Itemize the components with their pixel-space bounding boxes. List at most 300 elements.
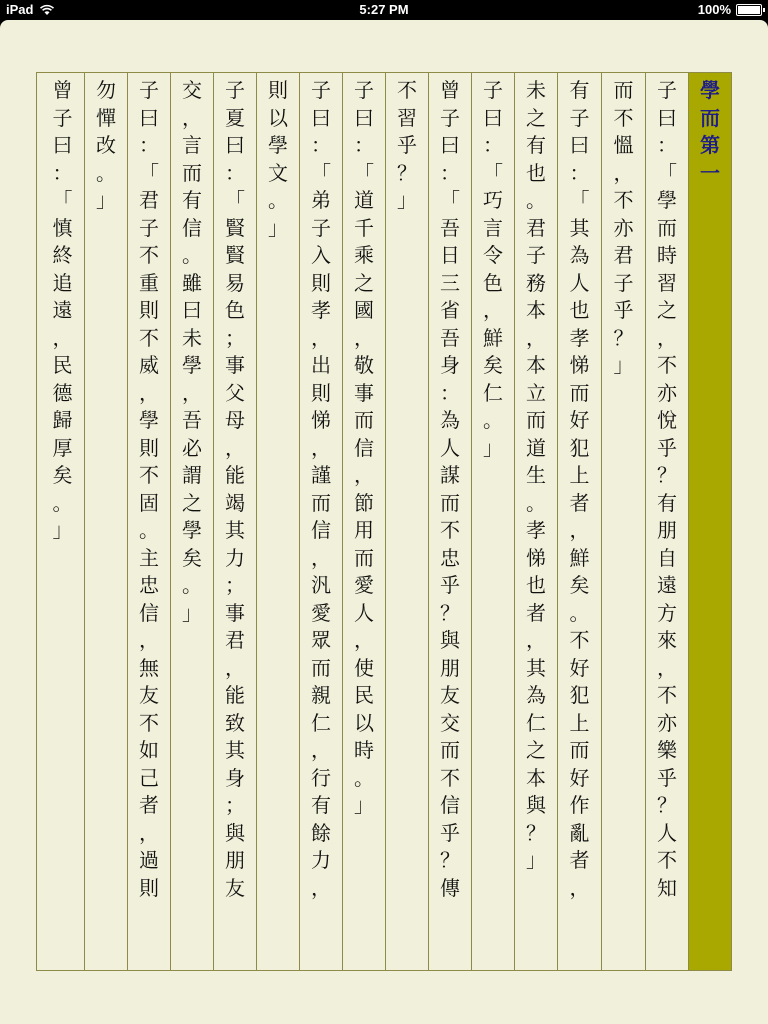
text-char: 乎 bbox=[613, 298, 634, 322]
text-char: 」 bbox=[354, 793, 374, 817]
text-char: 曰 bbox=[52, 133, 73, 157]
text-column bbox=[256, 73, 299, 970]
text-char: 生 bbox=[526, 463, 546, 487]
text-char: 曰 bbox=[354, 105, 374, 130]
text-char: 「 bbox=[311, 160, 331, 185]
text-char: 之 bbox=[182, 490, 202, 515]
text-char: 竭 bbox=[225, 490, 245, 515]
text-char: 色 bbox=[483, 270, 503, 295]
text-char: 矣 bbox=[182, 545, 202, 570]
text-char: 孝 bbox=[526, 518, 546, 542]
text-char: 則 bbox=[139, 875, 159, 900]
text-char: ， bbox=[225, 435, 245, 460]
text-column bbox=[645, 73, 688, 970]
text-char: 」 bbox=[526, 848, 546, 872]
text-char: 亦 bbox=[657, 710, 677, 735]
text-char: 傳 bbox=[440, 875, 460, 900]
text-char: 終 bbox=[52, 243, 73, 267]
text-char: 「 bbox=[483, 160, 503, 185]
text-char: 子 bbox=[526, 243, 546, 267]
text-char: 「 bbox=[225, 188, 245, 212]
text-char: 民 bbox=[354, 683, 374, 707]
text-char: 亦 bbox=[657, 380, 677, 405]
text-char: 曰 bbox=[225, 133, 245, 157]
text-char: 子 bbox=[569, 105, 590, 130]
text-char: 不 bbox=[139, 243, 159, 267]
text-char: 。 bbox=[483, 408, 503, 432]
text-char: ； bbox=[225, 793, 245, 817]
text-char: ， bbox=[139, 628, 159, 652]
text-char: 曰 bbox=[657, 105, 677, 130]
text-char: 犯 bbox=[569, 683, 590, 707]
text-char: 為 bbox=[526, 683, 546, 707]
text-char: 日 bbox=[440, 243, 460, 267]
text-char: 交 bbox=[440, 710, 460, 735]
text-char: 遠 bbox=[657, 573, 677, 597]
text-char: 國 bbox=[354, 298, 374, 322]
text-char: 而 bbox=[657, 215, 677, 240]
text-char: 學 bbox=[268, 133, 288, 157]
text-char: 曰 bbox=[139, 105, 159, 130]
text-char: 而 bbox=[354, 545, 374, 570]
text-char: 與 bbox=[440, 628, 460, 652]
text-char: 信 bbox=[440, 793, 460, 817]
text-char: 好 bbox=[569, 408, 590, 432]
text-char: 本 bbox=[526, 298, 546, 322]
text-char: 仁 bbox=[526, 710, 546, 735]
text-char: ： bbox=[440, 380, 460, 405]
text-char: 有 bbox=[311, 793, 331, 817]
text-char: 眾 bbox=[311, 628, 331, 652]
text-char: 者 bbox=[569, 490, 590, 515]
text-char: 自 bbox=[657, 545, 677, 570]
text-char: 上 bbox=[569, 463, 590, 487]
text-char: 者 bbox=[569, 848, 590, 872]
text-column bbox=[557, 73, 601, 970]
text-char: 君 bbox=[526, 215, 546, 240]
text-char: 之 bbox=[354, 270, 374, 295]
text-char: 賢 bbox=[225, 243, 245, 267]
text-char: 乎 bbox=[657, 435, 677, 460]
text-char: ， bbox=[182, 380, 202, 405]
text-char: 力 bbox=[225, 545, 245, 570]
text-char: 乎 bbox=[657, 765, 677, 790]
text-char: 「 bbox=[569, 188, 590, 212]
text-char: 吾 bbox=[182, 408, 202, 432]
text-char: 「 bbox=[139, 160, 159, 185]
text-char: 未 bbox=[182, 325, 202, 350]
text-char: ， bbox=[569, 518, 590, 542]
text-char: 有 bbox=[182, 188, 202, 212]
text-char: 也 bbox=[526, 573, 546, 597]
text-char: 。 bbox=[354, 765, 374, 790]
text-char: 餘 bbox=[311, 820, 331, 845]
text-char: 「 bbox=[354, 160, 374, 185]
text-char: 朋 bbox=[657, 518, 677, 542]
text-char: ： bbox=[440, 160, 460, 185]
text-char: 矣 bbox=[52, 463, 73, 487]
text-char: 者 bbox=[526, 600, 546, 625]
text-char: 悌 bbox=[311, 408, 331, 432]
text-char: 省 bbox=[440, 298, 460, 322]
text-char: 子 bbox=[139, 215, 159, 240]
text-char: 能 bbox=[225, 683, 245, 707]
text-char: 道 bbox=[526, 435, 546, 460]
text-char: 。 bbox=[268, 188, 288, 212]
text-char: 不 bbox=[657, 683, 677, 707]
chapter-title-char: 第 bbox=[700, 133, 720, 157]
text-char: 改 bbox=[96, 133, 116, 157]
text-char: 」 bbox=[182, 600, 202, 625]
text-char: 固 bbox=[139, 490, 159, 515]
text-column bbox=[41, 73, 84, 970]
text-char: 為 bbox=[440, 408, 460, 432]
chapter-title-char: 而 bbox=[700, 105, 720, 130]
text-char: 務 bbox=[526, 270, 546, 295]
text-char: 吾 bbox=[440, 215, 460, 240]
text-char: 乘 bbox=[354, 243, 374, 267]
text-char: 鮮 bbox=[569, 545, 590, 570]
text-char: 身 bbox=[440, 353, 460, 377]
text-char: 之 bbox=[526, 105, 546, 130]
text-char: 曾 bbox=[440, 78, 460, 102]
text-char: 不 bbox=[139, 463, 159, 487]
text-char: 學 bbox=[139, 408, 159, 432]
text-char: 朋 bbox=[225, 848, 245, 872]
text-char: 如 bbox=[139, 738, 159, 762]
text-char: 身 bbox=[225, 765, 245, 790]
text-char: 鮮 bbox=[483, 325, 503, 350]
text-char: ， bbox=[657, 325, 677, 350]
text-char: 愛 bbox=[311, 600, 331, 625]
text-char: 道 bbox=[354, 188, 374, 212]
text-char: 勿 bbox=[96, 78, 116, 102]
text-char: 人 bbox=[657, 820, 677, 845]
text-char: 追 bbox=[52, 270, 73, 295]
text-char: 忠 bbox=[440, 545, 460, 570]
text-char: ； bbox=[225, 573, 245, 597]
text-char: 與 bbox=[526, 793, 546, 817]
text-char: 子 bbox=[139, 78, 159, 102]
text-char: ， bbox=[139, 820, 159, 845]
text-column bbox=[299, 73, 342, 970]
text-char: 習 bbox=[397, 105, 417, 130]
text-char: 君 bbox=[225, 628, 245, 652]
text-char: 子 bbox=[311, 78, 331, 102]
text-char: 事 bbox=[354, 380, 374, 405]
text-char: ， bbox=[52, 325, 73, 350]
text-column bbox=[170, 73, 213, 970]
text-char: 子 bbox=[657, 78, 677, 102]
text-char: 則 bbox=[139, 435, 159, 460]
text-char: 矣 bbox=[483, 353, 503, 377]
text-char: 來 bbox=[657, 628, 677, 652]
text-char: 習 bbox=[657, 270, 677, 295]
text-char: ， bbox=[182, 105, 202, 130]
text-char: 信 bbox=[139, 600, 159, 625]
text-char: 。 bbox=[139, 518, 159, 542]
text-char: 」 bbox=[613, 353, 634, 377]
text-column bbox=[213, 73, 256, 970]
text-char: 不 bbox=[613, 188, 634, 212]
text-char: ： bbox=[657, 133, 677, 157]
text-char: 無 bbox=[139, 655, 159, 680]
text-char: ： bbox=[311, 133, 331, 157]
text-char: 子 bbox=[613, 270, 634, 295]
text-char: 「 bbox=[440, 188, 460, 212]
text-char: 能 bbox=[225, 463, 245, 487]
text-char: 巧 bbox=[483, 188, 503, 212]
text-char: 曰 bbox=[483, 105, 503, 130]
text-char: 則 bbox=[311, 270, 331, 295]
text-char: 子 bbox=[483, 78, 503, 102]
text-char: 」 bbox=[397, 188, 417, 212]
text-char: 力 bbox=[311, 848, 331, 872]
text-char: 乎 bbox=[440, 820, 460, 845]
text-char: 其 bbox=[225, 518, 245, 542]
text-char: 其 bbox=[526, 655, 546, 680]
text-char: 不 bbox=[139, 325, 159, 350]
text-char: 人 bbox=[569, 270, 590, 295]
text-char: 而 bbox=[440, 490, 460, 515]
text-char: 用 bbox=[354, 518, 374, 542]
text-char: 不 bbox=[657, 353, 677, 377]
text-column bbox=[127, 73, 170, 970]
text-char: 學 bbox=[182, 518, 202, 542]
text-column bbox=[428, 73, 471, 970]
text-char: 曰 bbox=[569, 133, 590, 157]
text-char: ， bbox=[354, 463, 374, 487]
text-char: ， bbox=[311, 875, 331, 900]
text-char: 上 bbox=[569, 710, 590, 735]
text-char: 立 bbox=[526, 380, 546, 405]
text-char: 其 bbox=[225, 738, 245, 762]
text-char: 以 bbox=[354, 710, 374, 735]
text-char: 致 bbox=[225, 710, 245, 735]
text-char: 學 bbox=[657, 188, 677, 212]
text-char: 方 bbox=[657, 600, 677, 625]
text-char: 親 bbox=[311, 683, 331, 707]
text-char: 不 bbox=[569, 628, 590, 652]
text-char: ， bbox=[526, 325, 546, 350]
text-char: 不 bbox=[657, 848, 677, 872]
text-char: 行 bbox=[311, 765, 331, 790]
text-char: 人 bbox=[440, 435, 460, 460]
text-char: 而 bbox=[354, 408, 374, 432]
text-char: 事 bbox=[225, 600, 245, 625]
text-char: 德 bbox=[52, 380, 73, 405]
text-char: 乎 bbox=[397, 133, 417, 157]
text-char: 為 bbox=[569, 243, 590, 267]
text-char: 好 bbox=[569, 655, 590, 680]
text-char: ； bbox=[225, 325, 245, 350]
text-char: 曾 bbox=[52, 78, 73, 102]
text-char: 乎 bbox=[440, 573, 460, 597]
text-column bbox=[471, 73, 514, 970]
text-char: 作 bbox=[569, 793, 590, 817]
text-char: 不 bbox=[397, 78, 417, 102]
battery-icon bbox=[736, 4, 762, 16]
text-char: 」 bbox=[96, 188, 116, 212]
text-char: 子 bbox=[311, 215, 331, 240]
text-char: 學 bbox=[182, 353, 202, 377]
text-column bbox=[84, 73, 127, 970]
text-char: 子 bbox=[354, 78, 374, 102]
status-bar bbox=[0, 0, 768, 20]
text-char: 千 bbox=[354, 215, 374, 240]
book-page[interactable] bbox=[0, 20, 768, 1024]
text-char: 夏 bbox=[225, 105, 245, 130]
text-char: ， bbox=[311, 545, 331, 570]
text-char: 交 bbox=[182, 78, 202, 102]
text-char: 友 bbox=[225, 875, 245, 900]
text-char: 憚 bbox=[96, 105, 116, 130]
text-char: 子 bbox=[225, 78, 245, 102]
text-char: 悌 bbox=[526, 545, 546, 570]
text-column bbox=[514, 73, 557, 970]
text-char: 知 bbox=[657, 875, 677, 900]
text-char: 仁 bbox=[311, 710, 331, 735]
text-char: 未 bbox=[526, 78, 546, 102]
text-char: 。 bbox=[52, 490, 73, 515]
text-char: ， bbox=[139, 380, 159, 405]
text-char: ？ bbox=[613, 325, 634, 350]
text-char: 事 bbox=[225, 353, 245, 377]
text-char: 「 bbox=[657, 160, 677, 185]
text-char: 子 bbox=[440, 105, 460, 130]
text-char: 弟 bbox=[311, 188, 331, 212]
text-char: 節 bbox=[354, 490, 374, 515]
text-char: 信 bbox=[354, 435, 374, 460]
text-char: 時 bbox=[354, 738, 374, 762]
text-char: ， bbox=[483, 298, 503, 322]
text-char: 信 bbox=[182, 215, 202, 240]
text-char: 己 bbox=[139, 765, 159, 790]
text-column bbox=[601, 73, 645, 970]
text-char: 朋 bbox=[440, 655, 460, 680]
chapter-title-char: 學 bbox=[700, 78, 720, 102]
text-char: 文 bbox=[268, 160, 288, 185]
text-char: 與 bbox=[225, 820, 245, 845]
text-char: 不 bbox=[613, 105, 634, 130]
text-char: ， bbox=[526, 628, 546, 652]
text-char: 厚 bbox=[52, 435, 73, 460]
text-char: 。 bbox=[96, 160, 116, 185]
text-char: ？ bbox=[657, 463, 677, 487]
text-char: 矣 bbox=[569, 573, 590, 597]
text-char: 而 bbox=[569, 380, 590, 405]
text-char: 民 bbox=[52, 353, 73, 377]
text-char: 曰 bbox=[440, 133, 460, 157]
text-char: 友 bbox=[440, 683, 460, 707]
status-right bbox=[698, 2, 762, 17]
text-char: 而 bbox=[440, 738, 460, 762]
device-name: iPad bbox=[6, 2, 34, 17]
text-char: ： bbox=[354, 133, 374, 157]
text-char: ， bbox=[657, 655, 677, 680]
text-char: 愛 bbox=[354, 573, 374, 597]
text-char: 而 bbox=[182, 160, 202, 185]
text-char: 慍 bbox=[613, 133, 634, 157]
text-char: 入 bbox=[311, 243, 331, 267]
text-char: 君 bbox=[139, 188, 159, 212]
text-char: 三 bbox=[440, 270, 460, 295]
text-char: 。 bbox=[182, 243, 202, 267]
text-char: 」 bbox=[483, 435, 503, 460]
vertical-text-table bbox=[36, 72, 732, 971]
text-column bbox=[385, 73, 428, 970]
text-char: 而 bbox=[526, 408, 546, 432]
text-char: ， bbox=[354, 628, 374, 652]
text-char: 必 bbox=[182, 435, 202, 460]
text-char: 孝 bbox=[569, 325, 590, 350]
text-char: 使 bbox=[354, 655, 374, 680]
text-char: ， bbox=[225, 655, 245, 680]
text-char: ， bbox=[354, 325, 374, 350]
text-char: 。 bbox=[526, 188, 546, 212]
text-char: 則 bbox=[311, 380, 331, 405]
chapter-title-column bbox=[688, 73, 731, 970]
text-char: 不 bbox=[440, 518, 460, 542]
text-char: 有 bbox=[569, 78, 590, 102]
text-char: 而 bbox=[569, 738, 590, 762]
text-char: 有 bbox=[526, 133, 546, 157]
text-char: ？ bbox=[526, 820, 546, 845]
text-char: 悅 bbox=[657, 408, 677, 432]
text-char: 君 bbox=[613, 243, 634, 267]
text-char: 也 bbox=[569, 298, 590, 322]
text-char: 色 bbox=[225, 298, 245, 322]
text-char: 信 bbox=[311, 518, 331, 542]
battery-percent: 100% bbox=[697, 2, 731, 17]
text-char: 仁 bbox=[483, 380, 503, 405]
text-char: ， bbox=[311, 738, 331, 762]
text-char: 本 bbox=[526, 353, 546, 377]
text-char: 主 bbox=[139, 545, 159, 570]
text-char: 犯 bbox=[569, 435, 590, 460]
text-char: 出 bbox=[311, 353, 331, 377]
text-char: 重 bbox=[139, 270, 159, 295]
text-char: 友 bbox=[139, 683, 159, 707]
text-char: 遠 bbox=[52, 298, 73, 322]
text-char: ： bbox=[52, 160, 73, 185]
text-column bbox=[342, 73, 385, 970]
text-char: ： bbox=[569, 160, 590, 185]
text-char: 之 bbox=[657, 298, 677, 322]
text-char: ， bbox=[569, 875, 590, 900]
text-char: ， bbox=[311, 435, 331, 460]
text-char: 歸 bbox=[52, 408, 73, 432]
text-char: 而 bbox=[311, 490, 331, 515]
text-char: 有 bbox=[657, 490, 677, 515]
text-char: 慎 bbox=[52, 215, 73, 240]
text-char: 本 bbox=[526, 765, 546, 790]
text-char: 敬 bbox=[354, 353, 374, 377]
text-char: 言 bbox=[182, 133, 202, 157]
status-time: 5:27 PM bbox=[359, 2, 409, 17]
text-char: 過 bbox=[139, 848, 159, 872]
text-char: 悌 bbox=[569, 353, 590, 377]
text-char: 樂 bbox=[657, 738, 677, 762]
text-char: 易 bbox=[225, 270, 245, 295]
text-char: 則 bbox=[268, 78, 288, 102]
text-char: 謀 bbox=[440, 463, 460, 487]
text-char: 者 bbox=[139, 793, 159, 817]
text-char: 汎 bbox=[311, 573, 331, 597]
text-char: 不 bbox=[440, 765, 460, 790]
text-char: 賢 bbox=[225, 215, 245, 240]
text-char: 。 bbox=[526, 490, 546, 515]
